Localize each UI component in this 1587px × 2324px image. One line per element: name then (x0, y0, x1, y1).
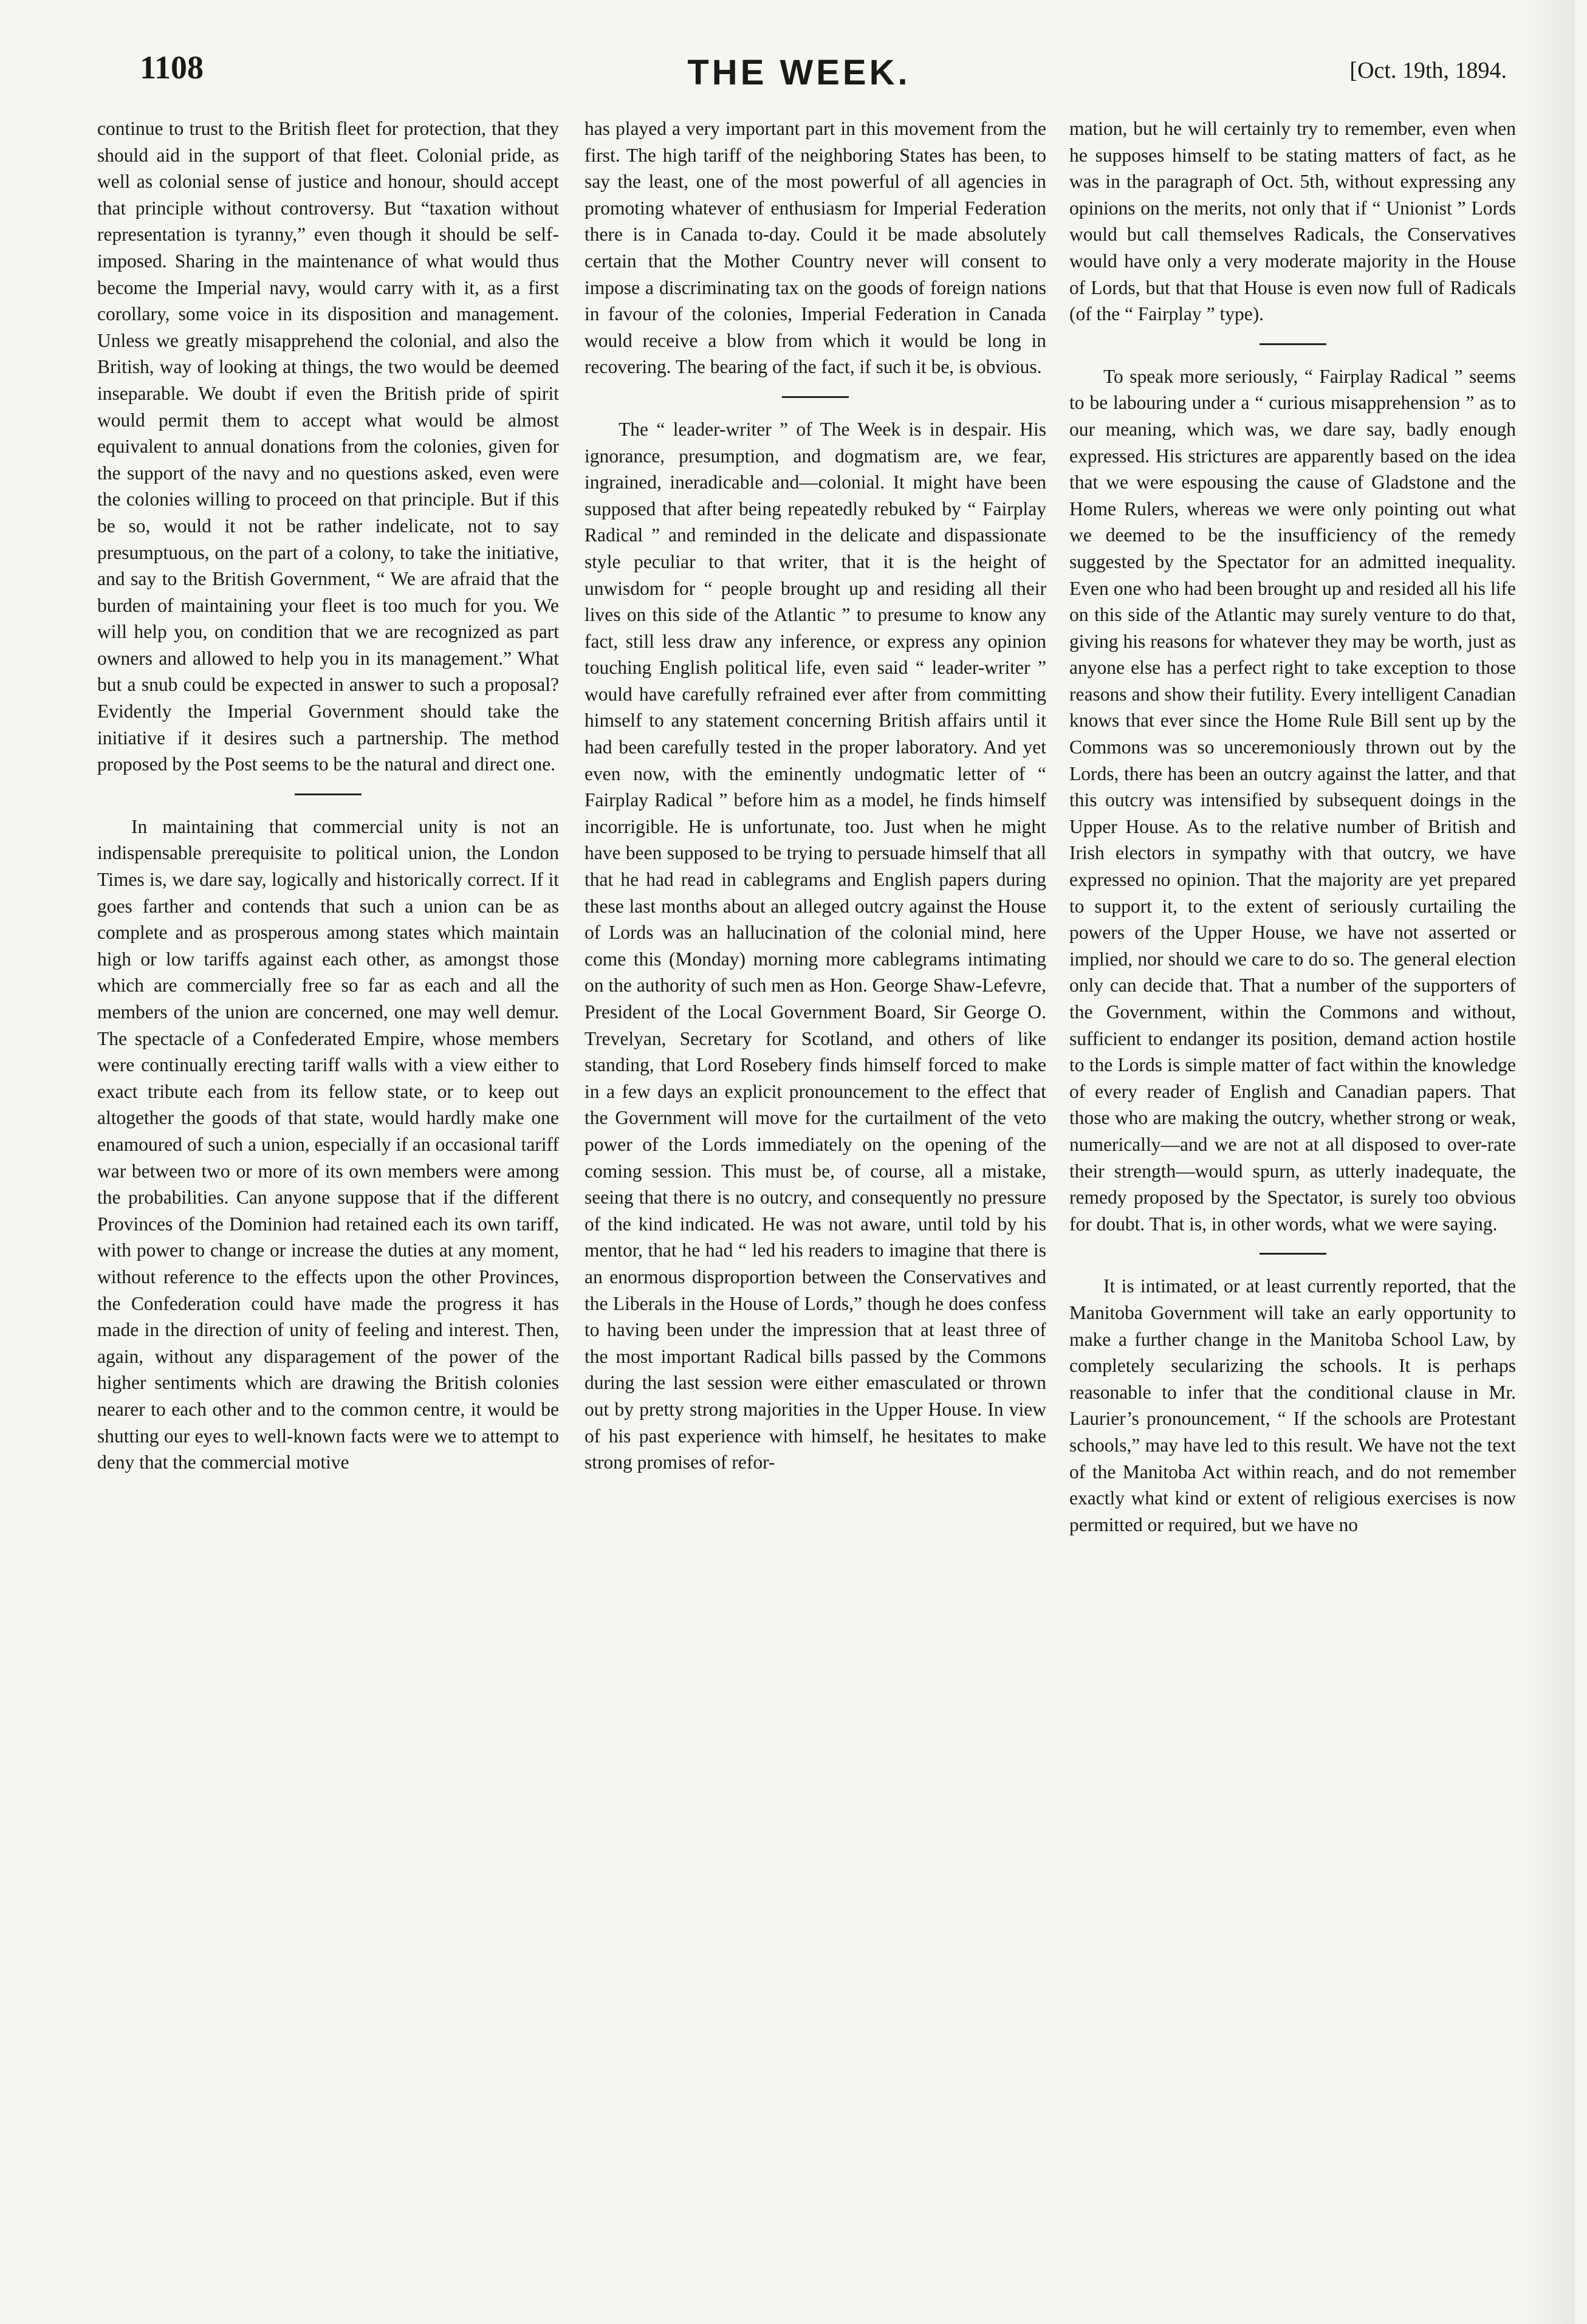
column-3-paragraph-3: It is intimated, or at least currently reported, that the Manitoba Government will take an early opportunity to make a further change in the Manitoba School Law, by completely secularizing the schools. It is perhaps reasonable to infer that the conditional clause in Mr. Laurier’s pronouncement, “ If the schools are Protestant schools,” may have led to this result. We have not the text of the Manitoba Act within reach, and do not remember exactly what kind or extent of religious exercises is now permitted or required, but we have no (1069, 1275, 1516, 1535)
column-2-paragraph-1: has played a very important part in this movement from the first. The high tariff of the neighboring States has been, to say the least, one of the most powerful of all agencies in promoting whatever of enthusiasm for Imperial Federation there is in Canada to-day. Could it be made absolutely certain that the Mother Country never will consent to impose a discriminating tax on the goods of foreign nations in favour of the colonies, Imperial Federation in Canada would receive a blow from which it would be long in recovering. The bearing of the fact, if such it be, is obvious. (584, 118, 1046, 378)
column-3 (1069, 115, 1516, 1538)
column-1 (97, 115, 559, 1476)
column-2 (584, 115, 1046, 1476)
column-3-paragraph-1: mation, but he will certainly try to remember, even when he supposes himself to be stating matters of fact, as he was in the paragraph of Oct. 5th, without expressing any opinions on the merits, not only that if “ Unionist ” Lords would but call themselves Radicals, the Conservatives would have only a very moderate majority in the House of Lords, but that that House is even now full of Radicals (of the “ Fairplay ” type). (1069, 118, 1516, 325)
publication-title: THE WEEK. (687, 53, 911, 92)
column-1-paragraph-1: continue to trust to the British fleet for protection, that they should aid in the support of that fleet. Colonial pride, as well as colonial sense of justice and honour, should accept that principle without controversy. But “taxation without representation is tyranny,” even though it should be self-imposed. Sharing in the maintenance of what would thus become the Imperial navy, would carry with it, as a first corollary, some voice in its disposition and management. Unless we greatly misapprehend the colonial, and also the British, way of looking at things, the two would be deemed inseparable. We doubt if even the British pride of spirit would permit them to accept what would be almost equivalent to annual donations from the colonies, given for the support of the navy and no questions asked, even were the colonies willing to proceed on that principle. But if this be so, would it not be rather indelicate, not to say presumptuous, on the part of a colony, to take the initiative, and say to the British Government, “ We are afraid that the burden of maintaining your fleet is too much for you. We will help you, on condition that we are recognized as part owners and allowed to help you in its management.” What but a snub could be expected in answer to such a proposal? Evidently the Imperial Government should take the initiative if it desires such a partnership. The method proposed by the Post seems to be the natural and direct one. (97, 118, 559, 775)
column-1-paragraph-2: In maintaining that commercial unity is not an indispensable prerequisite to political union, the London Times is, we dare say, logically and historically correct. If it goes farther and contends that such a union can be as complete and as prosperous among states which maintain high or low tariffs against each other, as amongst those which are commercially free so far as each and all the members of the union are concerned, one may well demur. The spectacle of a Confederated Empire, whose members were continually erecting tariff walls with a view either to exact tribute each from its fellow state, or to keep out altogether the goods of that state, would hardly make one enamoured of such a union, especially if an occasional tariff war between two or more of its own members were among the probabilities. Can anyone suppose that if the different Provinces of the Dominion had retained each its own tariff, with power to change or increase the duties at any moment, without reference to the effects upon the other Provinces, the Confederation could have made the progress it has made in the direction of unity of feeling and interest. Then, again, without any disparagement of the power of the higher sentiments which are drawing the British colonies nearer to each other and to the common centre, it would be shutting our eyes to well-known facts were we to attempt to deny that the commercial motive (97, 815, 559, 1473)
column-2-paragraph-2: The “ leader-writer ” of The Week is in despair. His ignorance, presumption, and dogmatism are, we fear, ingrained, ineradicable and—colonial. It might have been supposed that after being repeatedly rebuked by “ Fairplay Radical ” and reminded in the delicate and dispassionate style peculiar to that writer, that it is the height of unwisdom for “ people brought up and residing all their lives on this side of the Atlantic ” to presume to know any fact, still less draw any inference, or express any opinion touching English political life, even said “ leader-writer ” would have carefully refrained ever after from committing himself to any statement concerning British affairs until it had been carefully tested in the proper laboratory. And yet even now, with the eminently undogmatic letter of “ Fairplay Radical ” before him as a model, he finds himself incorrigible. He is unfortunate, too. Just when he might have been supposed to be trying to persuade himself that all that he had read in cablegrams and English papers during these last months about an alleged outcry against the House of Lords was an hallucination of the colonial mind, here come this (Monday) morning more cablegrams intimating on the authority of such men as Hon. George Shaw-Lefevre, President of the Local Government Board, Sir George O. Trevelyan, Secretary for Scotland, and others of like standing, that Lord Rosebery finds himself forced to make in a few days an explicit pronouncement to the effect that the Government will move for the curtailment of the veto power of the Lords immediately on the opening of the coming session. This must be, of course, all a mistake, seeing that there is no outcry, and consequently no pressure of the kind indicated. He was not aware, until told by his mentor, that he had “ led his readers to imagine that there is an enormous disproportion between the Conservatives and the Liberals in the House of Lords,” though he does confess to having been under the impression that at least three of the most important Radical bills passed by the Commons during the last session were either emasculated or thrown out by pretty strong majorities in the Upper House. In view of his past experience with himself, he hesitates to make strong promises of refor- (584, 418, 1046, 1473)
section-divider (1260, 1253, 1326, 1255)
section-divider (295, 794, 362, 795)
page-number: 1108 (140, 49, 204, 86)
scan-edge-shadow (1520, 0, 1575, 2324)
issue-date: [Oct. 19th, 1894. (1349, 58, 1507, 83)
section-divider (782, 396, 849, 398)
column-3-paragraph-2: To speak more seriously, “ Fairplay Radical ” seems to be labouring under a “ curious misapprehension ” as to our meaning, which was, we dare say, badly enough expressed. His strictures are apparently based on the idea that we were espousing the cause of Gladstone and the Home Rulers, whereas we were only pointing out what we deemed to be the insufficiency of the remedy suggested by the Spectator for an admitted inequality. Even one who had been brought up and resided all his life on this side of the Atlantic may surely venture to do that, giving his reasons for whatever they may be worth, just as anyone else has a perfect right to take exception to those reasons and show their futility. Every intelligent Canadian knows that ever since the Home Rule Bill sent up by the Commons was so unceremoniously thrown out by the Lords, there has been an outcry against the latter, and that this outcry was intensified by subsequent doings in the Upper House. As to the relative number of British and Irish electors in sympathy with that outcry, we have expressed no opinion. That the majority are yet prepared to support it, to the extent of seriously curtailing the powers of the Upper House, we have not asserted or implied, nor should we care to do so. The general election only can decide that. That a number of the supporters of the Government, within the Commons and without, sufficient to endanger its position, demand action hostile to the Lords is simple matter of fact within the knowledge of every reader of English and Canadian papers. That those who are making the outcry, whether strong or weak, numerically—and we are not at all disposed to over-rate their strength—would spurn, as utterly inadequate, the remedy proposed by the Spectator, is surely too obvious for doubt. That is, in other words, what we were saying. (1069, 365, 1516, 1235)
section-divider (1260, 343, 1326, 345)
page-header (91, 43, 1507, 109)
